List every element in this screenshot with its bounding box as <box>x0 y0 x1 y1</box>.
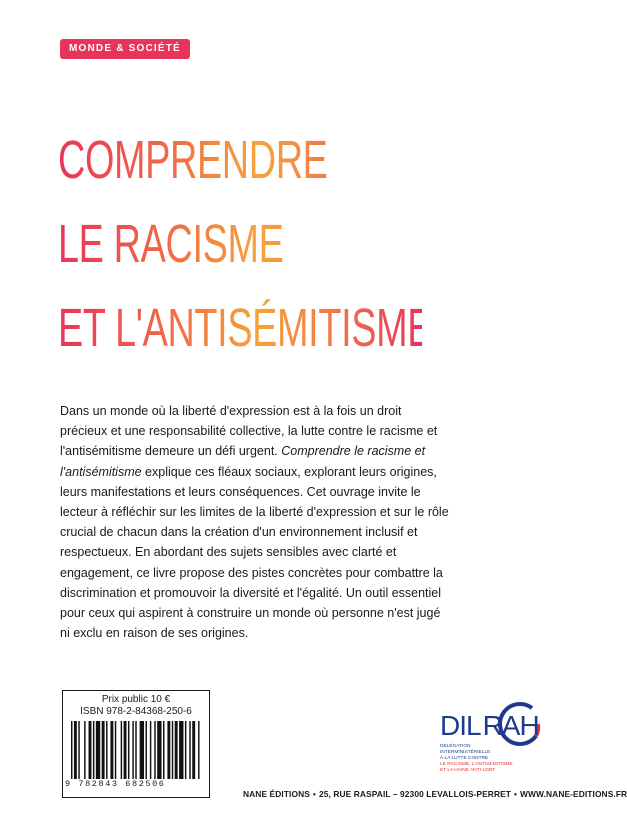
barcode-box <box>62 690 210 798</box>
logo-subtitle <box>440 744 513 774</box>
description-paragraph <box>60 401 450 643</box>
category-tag: MONDE & SOCIÉTÉ <box>60 39 190 59</box>
logo-letters-right: RAH <box>482 710 539 741</box>
ean-digits: 9 782843 682506 <box>65 779 166 789</box>
logo-sub-blue-2: INTERMINISTÉRIELLE <box>440 750 491 755</box>
logo-sub-blue-1: DÉLÉGATION <box>440 744 471 749</box>
barcode-bars <box>71 721 201 779</box>
title-line-3: ET L'ANTISÉMITISME <box>58 286 422 370</box>
dilcrah-logo <box>440 700 550 780</box>
logo-sub-red-2: ET LA HAINE ANTI-LGBT <box>440 768 496 773</box>
title-line-2: LE RACISME <box>58 202 422 286</box>
logo-sub-blue-3: À LA LUTTE CONTRE <box>440 756 489 761</box>
publisher-footer <box>243 789 627 799</box>
title-line-1: COMPRENDRE <box>58 118 422 202</box>
description-part-1: Dans un monde où la liberté d'expression est à la fois un droit précieux et une responsabilité collective, la lutte contre le racisme et l'antisémitisme demeure un défi urgent. <box>60 404 438 459</box>
logo-letters <box>440 710 539 742</box>
description-part-2: explique ces fléaux sociaux, explorant leurs origines, leurs manifestations et leurs conséquences. Cet ouvrage invite le lecteur à réfléchir sur les limites de la liberté d'expression et sur le rôle crucial de chacun dans la création d'un environnement inclusif et respectueux. En abordant des sujets sensibles avec clarté et engagement, ce livre propose des pistes concrètes pour combattre la discrimination et promouvoir la diversité et l'égalité. Un outil essentiel pour ceux qui aspirent à construire un monde où personne n'est jugé ni exclu en raison de ses origines. <box>60 464 449 641</box>
isbn-label: ISBN 978-2-84368-250-6 <box>80 706 192 717</box>
publisher-address: 25, RUE RASPAIL – 92300 LEVALLOIS-PERRET <box>318 789 511 799</box>
footer-separator-1: • <box>312 789 316 799</box>
publisher-website: WWW.NANE-EDITIONS.FR <box>520 789 627 799</box>
logo-letters-left: DIL <box>440 710 481 741</box>
book-title <box>58 118 578 370</box>
logo-sub-red-1: LE RACISME, L'ANTISÉMITISME <box>440 762 513 767</box>
price-label: Prix public 10 € <box>101 694 171 705</box>
publisher-name: NANE ÉDITIONS <box>243 789 310 799</box>
footer-separator-2: • <box>514 789 518 799</box>
back-cover-description <box>60 401 450 643</box>
description-italic-title: Comprendre le racisme et l'antisémitisme <box>60 444 426 479</box>
